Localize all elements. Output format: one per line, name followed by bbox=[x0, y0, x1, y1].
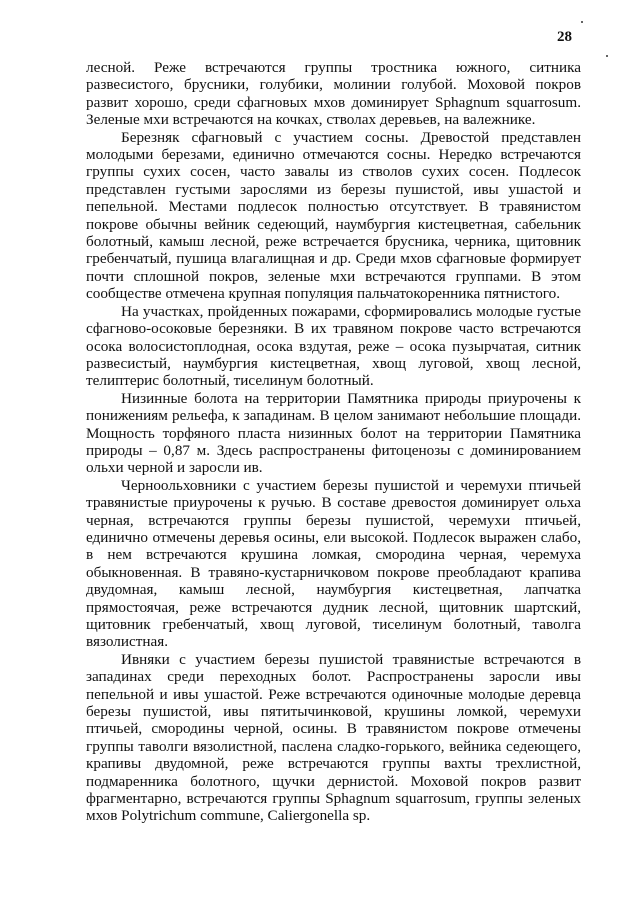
page-number: 28 bbox=[557, 29, 572, 45]
paragraph-black-alder: Черноольховники с участием березы пушистой и черемухи птичьей травянистые приурочены к ручью. В составе древостоя доминирует ольха черная, встречаются группы березы пушистой, черемухи птичьей, единично отмечены деревья осины, ели высокой. Подлесок выражен слабо, в нем встречаются крушина ломкая, смородина черная, черемуха обыкновенная. В травяно-кустарничковом покрове преобладают крапива двудомная, камыш лесной, наумбургия кистецветная, лапчатка прямостоячая, реже встречаются дудник лесной, щитовник шартский, щитовник гребенчатый, хвощ луговой, тиселинум болотный, таволга вязолистная. bbox=[86, 476, 581, 651]
scan-speck bbox=[581, 21, 583, 23]
paragraph-lowland-bogs: Низинные болота на территории Памятника природы приурочены к понижениям рельефа, к западинам. В целом занимают небольшие площади. Мощность торфяного пласта низинных болот на территории Памятника природы – 0,87 м. Здесь распространены фитоценозы с доминированием ольхи черной и заросли ив. bbox=[86, 389, 581, 477]
body-text bbox=[86, 59, 581, 825]
paragraph-burned-areas: На участках, пройденных пожарами, сформировались молодые густые сфагново-осоковые березняки. В их травяном покрове часто встречаются осока волосистоплодная, осока вздутая, реже – осока пузырчатая, ситник развесистый, наумбургия кистецветная, хвощ луговой, хвощ лесной, телиптерис болотный, тиселинум болотный. bbox=[86, 302, 581, 390]
paragraph-willow: Ивняки с участием березы пушистой травянистые встречаются в западинах среди переходных болот. Распространены заросли ивы пепельной и ивы ушастой. Реже встречаются одиночные молодые деревца березы пушистой, ивы пятитычинковой, крушины ломкой, черемухи птичьей, смородины черной, осины. В травянистом покрове отмечены группы таволги вязолистной, паслена сладко-горького, вейника седеющего, крапивы двудомной, реже встречаются группы вахты трехлистной, подмаренника болотного, щучки дернистой. Моховой покров развит фрагментарно, встречаются группы Sphagnum squarrosum, группы зеленых мхов Polytrichum commune, Caliergonella sp. bbox=[86, 650, 581, 825]
scan-speck bbox=[606, 55, 608, 57]
paragraph-birch-sphagnum: Березняк сфагновый с участием сосны. Древостой представлен молодыми березами, единично отмечаются сосны. Нередко встречаются группы сухих сосен, часто завалы из стволов сухих сосен. Подлесок представлен густыми зарослями из березы пушистой, ивы ушастой и пепельной. Местами подлесок полностью отсутствует. В травянистом покрове обычны вейник седеющий, наумбургия кистецветная, сабельник болотный, камыш лесной, реже встречается брусника, черника, щитовник гребенчатый, пушица влагалищная и др. Среди мхов сфагновые формирует почти сплошной покров, зеленые мхи встречаются группами. В этом сообществе отмечена крупная популяция пальчатокоренника пятнистого. bbox=[86, 128, 581, 303]
paragraph-continuation: лесной. Реже встречаются группы тростника южного, ситника развесистого, брусники, голубики, молинии голубой. Моховой покров развит хорошо, среди сфагновых мхов доминирует Sphagnum squarrosum. Зеленые мхи встречаются на кочках, стволах деревьев, на валежнике. bbox=[86, 59, 581, 129]
